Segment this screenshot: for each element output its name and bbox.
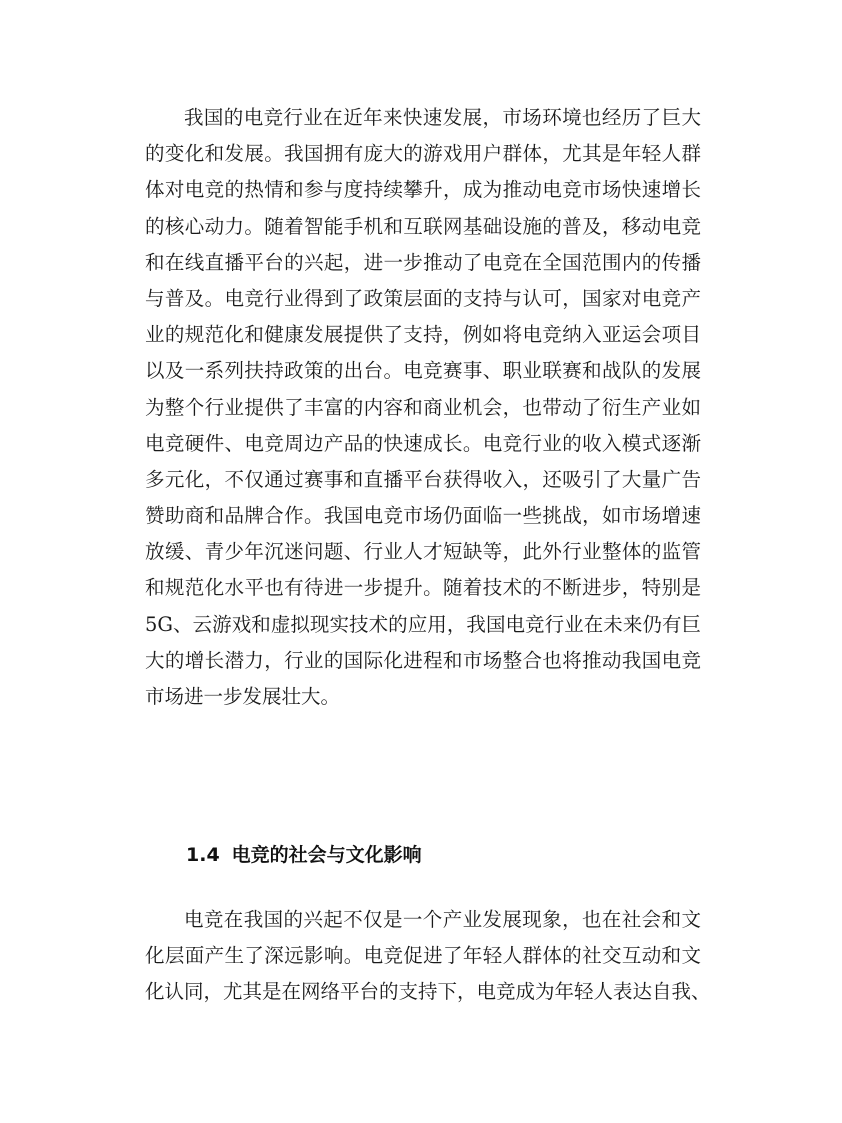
text-line: 化层面产生了深远影响。电竞促进了年轻人群体的社交互动和文 (145, 944, 701, 968)
section-heading (186, 840, 422, 867)
text-line: 赞助商和品牌合作。我国电竞市场仍面临一些挑战，如市场增速 (145, 504, 701, 528)
text-line: 为整个行业提供了丰富的内容和商业机会，也带动了衍生产业如 (145, 395, 701, 419)
text-line: 化认同，尤其是在网络平台的支持下，电竞成为年轻人表达自我、 (145, 980, 711, 1004)
paragraph-industry-development (145, 100, 701, 715)
text-line: 多元化，不仅通过赛事和直播平台获得收入，还吸引了大量广告 (145, 467, 701, 491)
section-title: 电竞的社会与文化影响 (231, 844, 422, 866)
text-line: 我国的电竞行业在近年来快速发展，市场环境也经历了巨大 (184, 106, 701, 129)
text-line: 放缓、青少年沉迷问题、行业人才短缺等，此外行业整体的监管 (145, 540, 701, 564)
text-line: 和在线直播平台的兴起，进一步推动了电竞在全国范围内的传播 (145, 250, 701, 274)
text-line: 业的规范化和健康发展提供了支持，例如将电竞纳入亚运会项目 (145, 323, 701, 347)
text-line: 以及一系列扶持政策的出台。电竞赛事、职业联赛和战队的发展 (145, 359, 701, 383)
text-line: 的核心动力。随着智能手机和互联网基础设施的普及，移动电竞 (145, 214, 701, 238)
section-number: 1.4 (186, 844, 220, 866)
text-line: 5G、云游戏和虚拟现实技术的应用，我国电竞行业在未来仍有巨 (145, 612, 701, 636)
text-line: 电竞硬件、电竞周边产品的快速成长。电竞行业的收入模式逐渐 (145, 431, 701, 455)
text-line: 大的增长潜力，行业的国际化进程和市场整合也将推动我国电竞 (145, 648, 701, 672)
text-line: 的变化和发展。我国拥有庞大的游戏用户群体，尤其是年轻人群 (145, 142, 701, 166)
text-line: 市场进一步发展壮大。 (145, 685, 341, 708)
text-line: 体对电竞的热情和参与度持续攀升，成为推动电竞市场快速增长 (145, 178, 701, 202)
text-line: 电竞在我国的兴起不仅是一个产业发展现象，也在社会和文 (184, 908, 701, 931)
text-line: 和规范化水平也有待进一步提升。随着技术的不断进步，特别是 (145, 576, 701, 600)
text-line: 与普及。电竞行业得到了政策层面的支持与认可，国家对电竞产 (145, 286, 701, 310)
paragraph-social-cultural-impact (145, 902, 711, 1011)
